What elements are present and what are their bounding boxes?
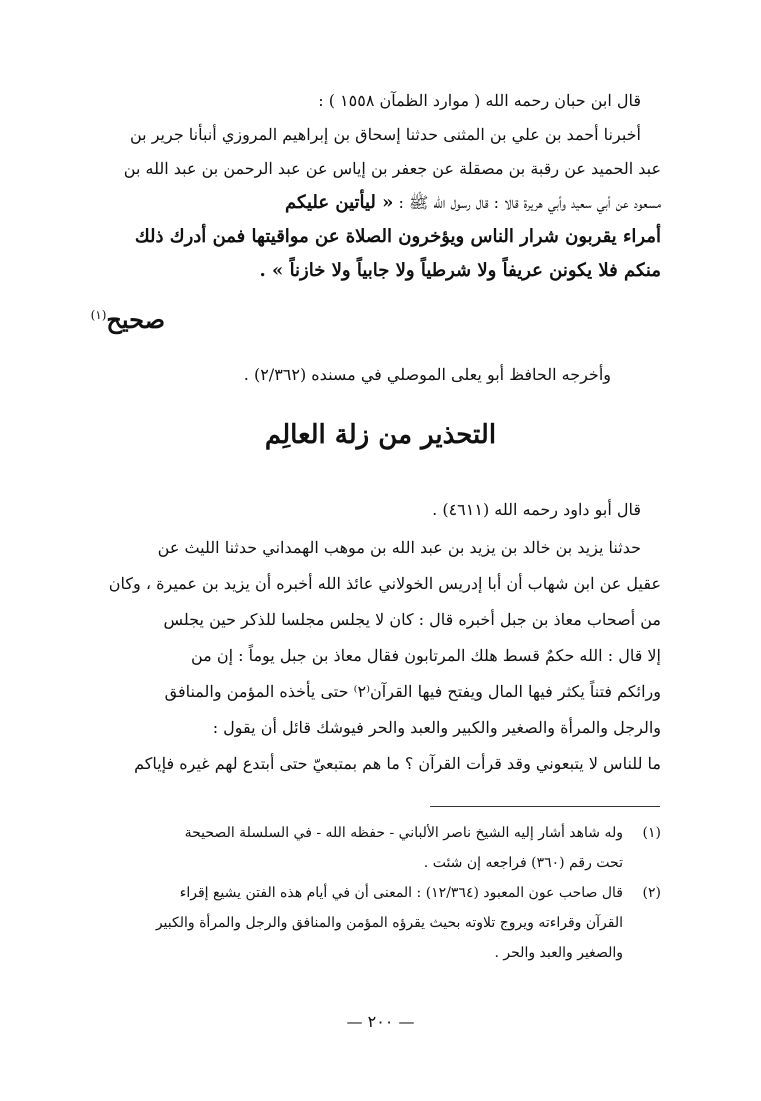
hadith-text-start: « ليأتين عليكم bbox=[285, 192, 394, 213]
hadith-line bbox=[101, 186, 661, 220]
hadith-paragraph bbox=[101, 118, 661, 288]
hadith-line: أخبرنا أحمد بن علي بن المثنى حدثنا إسحاق بن إبراهيم المروزي أنبأنا جرير بن bbox=[130, 125, 641, 144]
narration-paragraph bbox=[101, 530, 661, 782]
page-number: — ٢٠٠ — bbox=[346, 1012, 415, 1031]
grade-text: صحيح bbox=[106, 305, 165, 334]
footnote-line: والصغير والعبد والحر . bbox=[494, 945, 623, 961]
narration-line: ورائكم فتناً يكثر فيها المال ويفتح فيها القرآن⁽٢⁾ حتى يأخذه المؤمن والمنافق bbox=[164, 682, 661, 701]
footnote-divider bbox=[430, 806, 660, 807]
footnote-number: (١) bbox=[642, 825, 661, 841]
hadith-chain-end: مسعود عن أبي سعيد وأبي هريرة قالا : قال رسول الله ﷺ : bbox=[398, 193, 661, 212]
intro-line bbox=[101, 84, 661, 118]
hadith-line: عبد الحميد عن رقبة بن مصقلة عن جعفر بن إياس عن عبد الرحمن بن عبد الله بن bbox=[123, 159, 661, 178]
narration-line: والرجل والمرأة والصغير والكبير والعبد والحر فيوشك قائل أن يقول : bbox=[212, 718, 661, 737]
narration-line: عقيل عن ابن شهاب أن أبا إدريس الخولاني عائذ الله أخبره أن يزيد بن عميرة ، وكان bbox=[108, 574, 661, 593]
footnote bbox=[101, 878, 661, 968]
narration-line: إلا قال : الله حكمٌ قسط هلك المرتابون فقال معاذ بن جبل يوماً : إن من bbox=[191, 646, 661, 665]
footnote-text bbox=[101, 818, 623, 878]
chapter-source: قال أبو داود رحمه الله (٤٦١١) . bbox=[432, 500, 641, 519]
hadith-text-line: منكم فلا يكونن عريفاً ولا شرطياً ولا جابياً ولا خازناً » . bbox=[259, 260, 661, 281]
footnote bbox=[101, 818, 661, 878]
footnote-line: وله شاهد أشار إليه الشيخ ناصر الألباني - حفظه الله - في السلسلة الصحيحة bbox=[184, 825, 623, 841]
narration-line: حدثنا يزيد بن خالد بن يزيد بن عبد الله بن موهب الهمداني حدثنا الليث عن bbox=[157, 538, 641, 557]
footnote-ref: (١) bbox=[90, 308, 107, 322]
takhrij-line: وأخرجه الحافظ أبو يعلى الموصلي في مسنده (٢/٣٦٢) . bbox=[243, 365, 611, 384]
narration-line: ما للناس لا يتبعوني وقد قرأت القرآن ؟ ما هم بمتبعيّ حتى أبتدع لهم غيره فإياكم bbox=[134, 754, 661, 773]
hadith-text-line: أمراء يقربون شرار الناس ويؤخرون الصلاة عن مواقيتها فمن أدرك ذلك bbox=[134, 226, 661, 247]
footnote-text bbox=[101, 878, 623, 968]
footnote-line: قال صاحب عون المعبود (١٢/٣٦٤) : المعنى أن في أيام هذه الفتن يشيع إقراء bbox=[179, 885, 623, 901]
footnote-number: (٢) bbox=[642, 885, 661, 901]
footnotes bbox=[101, 818, 661, 968]
intro-text: قال ابن حبان رحمه الله ( موارد الظمآن ١٥٥٨ ) : bbox=[318, 91, 641, 110]
footnote-line: تحت رقم (٣٦٠) فراجعه إن شئت . bbox=[423, 855, 623, 871]
footnote-line: القرآن وقراءته ويروج تلاوته بحيث يقرؤه المؤمن والمنافق والرجل والمرأة والكبير bbox=[155, 915, 623, 931]
section-title: التحذير من زلة العالِم bbox=[264, 420, 497, 450]
grade-label bbox=[91, 305, 165, 334]
narration-line: من أصحاب معاذ بن جبل أخبره قال : كان لا يجلس مجلسا للذكر حين يجلس bbox=[163, 610, 661, 629]
